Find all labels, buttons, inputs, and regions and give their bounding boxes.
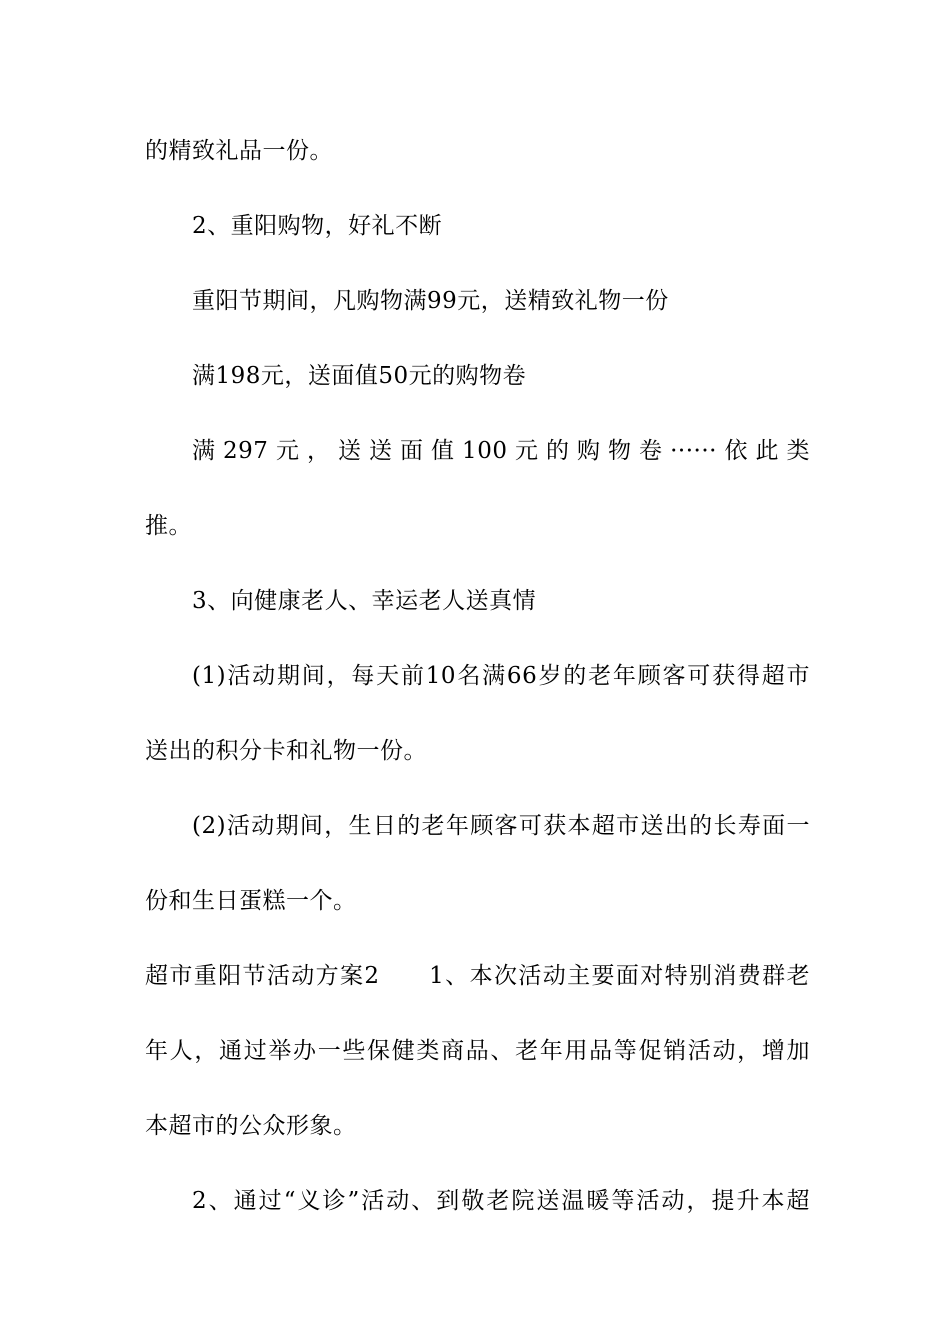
- paragraph-line-plan2-item2: 2、通过“义诊”活动、到敬老院送温暖等活动，提升本超: [192, 1188, 810, 1214]
- paragraph-line-item-2-cont: 份和生日蛋糕一个。: [145, 888, 357, 914]
- plan-2-title-line: 超市重阳节活动方案2 1、本次活动主要面对特别消费群老: [145, 963, 810, 989]
- paragraph-line-continuation: 推。: [145, 513, 192, 539]
- paragraph-line-99-yuan: 重阳节期间，凡购物满99元，送精致礼物一份: [192, 288, 669, 314]
- paragraph-line-198-yuan: 满198元，送面值50元的购物卷: [192, 363, 527, 389]
- paragraph-line-plan2-end: 本超市的公众形象。: [145, 1113, 357, 1139]
- paragraph-line-item-2: (2)活动期间，生日的老年顾客可获本超市送出的长寿面一: [192, 813, 810, 839]
- paragraph-line-1: 的精致礼品一份。: [145, 138, 333, 164]
- paragraph-line-plan2-cont: 年人，通过举办一些保健类商品、老年用品等促销活动，增加: [145, 1038, 810, 1064]
- paragraph-line-item-1: (1)活动期间，每天前10名满66岁的老年顾客可获得超市: [192, 663, 810, 689]
- paragraph-line-item-1-cont: 送出的积分卡和礼物一份。: [145, 738, 427, 764]
- section-heading-elderly: 3、向健康老人、幸运老人送真情: [192, 588, 537, 614]
- section-heading-shopping-gifts: 2、重阳购物，好礼不断: [192, 213, 443, 239]
- paragraph-line-297-yuan: 满297元，送送面值100元的购物卷······依此类: [192, 438, 810, 464]
